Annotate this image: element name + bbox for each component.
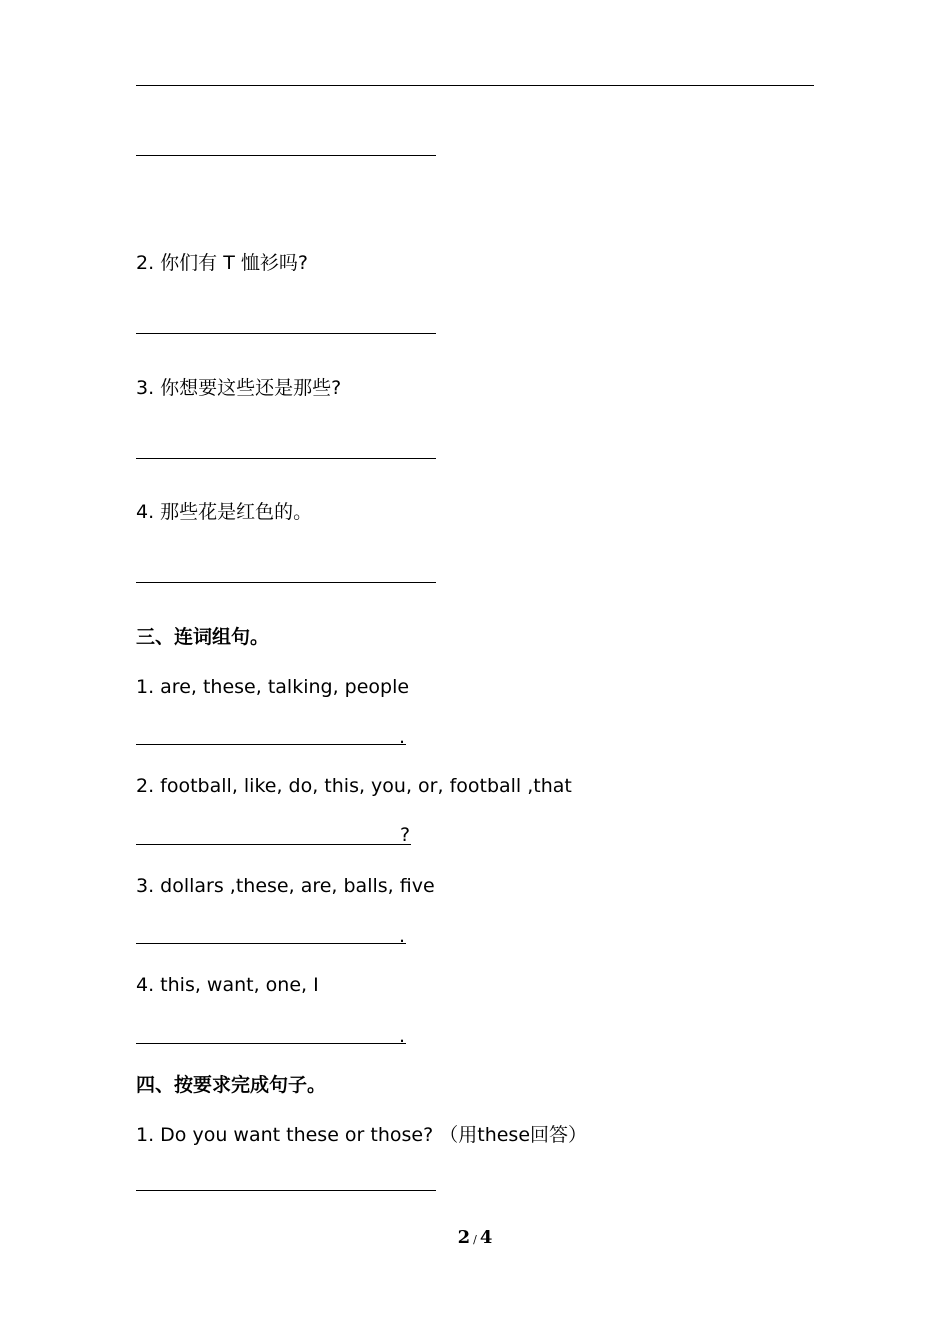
answer-line[interactable] [136, 943, 406, 944]
answer-line[interactable] [136, 1190, 436, 1191]
question-translate-4: 4. 那些花是红色的。 [136, 501, 313, 523]
sentence-end-mark: . [399, 1025, 406, 1047]
answer-line[interactable] [136, 582, 436, 583]
question-reorder-2: 2. football, like, do, this, you, or, football ,that [136, 775, 572, 797]
answer-line[interactable] [136, 744, 406, 745]
section-heading-4: 四、按要求完成句子。 [136, 1074, 327, 1096]
page-number [0, 1226, 950, 1252]
question-reorder-4: 4. this, want, one, I [136, 974, 319, 996]
answer-line[interactable] [136, 844, 411, 845]
answer-line-full[interactable] [136, 85, 814, 86]
question-rewrite-1: 1. Do you want these or those? （用these回答） [136, 1124, 588, 1146]
answer-line[interactable] [136, 458, 436, 459]
question-translate-3: 3. 你想要这些还是那些? [136, 377, 342, 399]
answer-line[interactable] [136, 1043, 406, 1044]
sentence-end-mark: . [399, 726, 406, 748]
question-reorder-1: 1. are, these, talking, people [136, 676, 410, 698]
sentence-end-mark: . [399, 925, 406, 947]
answer-line[interactable] [136, 155, 436, 156]
sentence-end-mark: ? [400, 824, 411, 846]
question-translate-2: 2. 你们有 T 恤衫吗? [136, 252, 308, 274]
page-separator: / [473, 1233, 477, 1246]
page-total: 4 [479, 1227, 493, 1248]
section-heading-3: 三、连词组句。 [136, 626, 270, 648]
answer-line[interactable] [136, 333, 436, 334]
question-reorder-3: 3. dollars ,these, are, balls, five [136, 875, 435, 897]
page-current: 2 [457, 1227, 471, 1248]
